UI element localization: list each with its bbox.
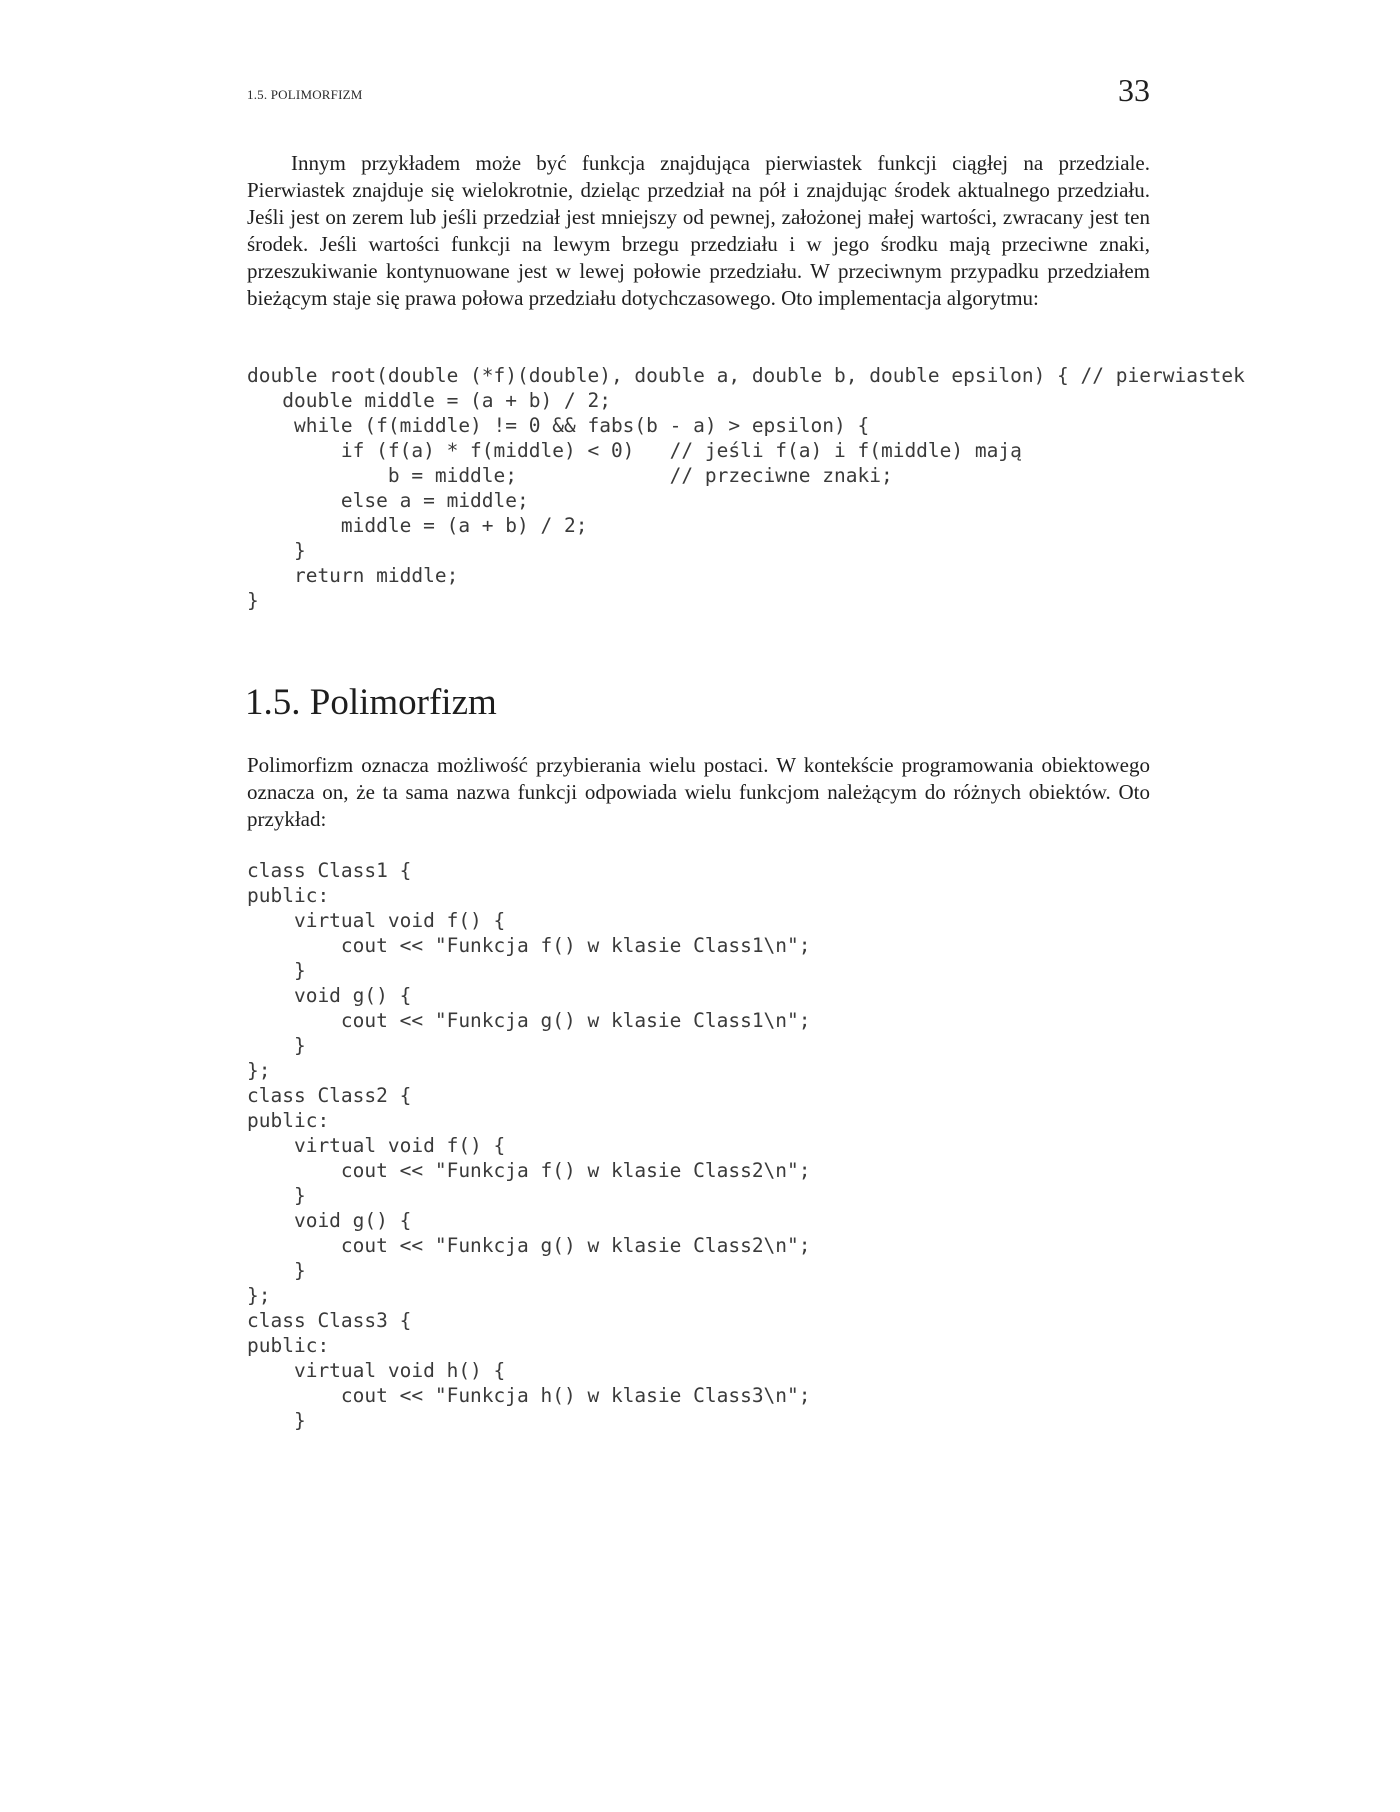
code-line: cout << "Funkcja h() w klasie Class3\n"; xyxy=(247,1384,811,1407)
code-line: cout << "Funkcja f() w klasie Class1\n"; xyxy=(247,934,811,957)
intro-paragraph: Innym przykładem może być funkcja znajdująca pierwiastek funkcji ciągłej na przedziale. Pierwiastek znajduje się wielokrotnie, dzieląc przedział na pół i znajdując środek aktualnego przedziału. Jeśli jest on zerem lub jeśli przedział jest mniejszy od pewnej, założonej małej wartości, zwracany jest ten środek. Jeśli wartości funkcji na lewym brzegu przedziału i w jego środku mają przeciwne znaki, przeszukiwanie kontynuowane jest w lewej połowie przedziału. W przeciwnym przypadku przedziałem bieżącym staje się prawa połowa przedziału dotychczasowego. Oto implementacja algorytmu: xyxy=(247,151,1150,310)
code-line: return middle; xyxy=(247,564,459,587)
code-line: class Class3 { xyxy=(247,1309,412,1332)
running-head: 1.5. POLIMORFIZM xyxy=(247,87,363,102)
code-line: } xyxy=(247,959,306,982)
code-line: public: xyxy=(247,1109,330,1132)
code-line: while (f(middle) != 0 && fabs(b - a) > epsilon) { xyxy=(247,414,870,437)
code-line: middle = (a + b) / 2; xyxy=(247,514,588,537)
code-line: } xyxy=(247,539,306,562)
code-line: class Class2 { xyxy=(247,1084,412,1107)
code-line: virtual void f() { xyxy=(247,909,506,932)
polymorphism-paragraph: Polimorfizm oznacza możliwość przybierania wielu postaci. W kontekście programowania obiektowego oznacza on, że ta sama nazwa funkcji odpowiada wielu funkcjom należącym do różnych obiektów. Oto przykład: xyxy=(247,753,1150,831)
page-number: 33 xyxy=(1118,72,1150,108)
code-line: public: xyxy=(247,884,330,907)
code-line: } xyxy=(247,1034,306,1057)
code-block-classes xyxy=(247,858,811,1433)
code-line: if (f(a) * f(middle) < 0) // jeśli f(a) i f(middle) mają xyxy=(247,439,1022,462)
code-line: double middle = (a + b) / 2; xyxy=(247,389,611,412)
code-line: cout << "Funkcja g() w klasie Class2\n"; xyxy=(247,1234,811,1257)
code-line: } xyxy=(247,589,259,612)
code-line: }; xyxy=(247,1284,271,1307)
code-line: } xyxy=(247,1259,306,1282)
code-line: void g() { xyxy=(247,1209,412,1232)
code-line: public: xyxy=(247,1334,330,1357)
code-line: } xyxy=(247,1184,306,1207)
code-line: b = middle; // przeciwne znaki; xyxy=(247,464,893,487)
code-line: double root(double (*f)(double), double a, double b, double epsilon) { // pierwiastek xyxy=(247,364,1245,387)
code-line: class Class1 { xyxy=(247,859,412,882)
section-heading: 1.5. Polimorfizm xyxy=(245,682,497,723)
code-line: void g() { xyxy=(247,984,412,1007)
code-block-root xyxy=(247,363,1245,613)
code-line: virtual void h() { xyxy=(247,1359,506,1382)
code-line: virtual void f() { xyxy=(247,1134,506,1157)
code-line: } xyxy=(247,1409,306,1432)
code-line: else a = middle; xyxy=(247,489,529,512)
code-line: cout << "Funkcja g() w klasie Class1\n"; xyxy=(247,1009,811,1032)
code-line: }; xyxy=(247,1059,271,1082)
code-line: cout << "Funkcja f() w klasie Class2\n"; xyxy=(247,1159,811,1182)
